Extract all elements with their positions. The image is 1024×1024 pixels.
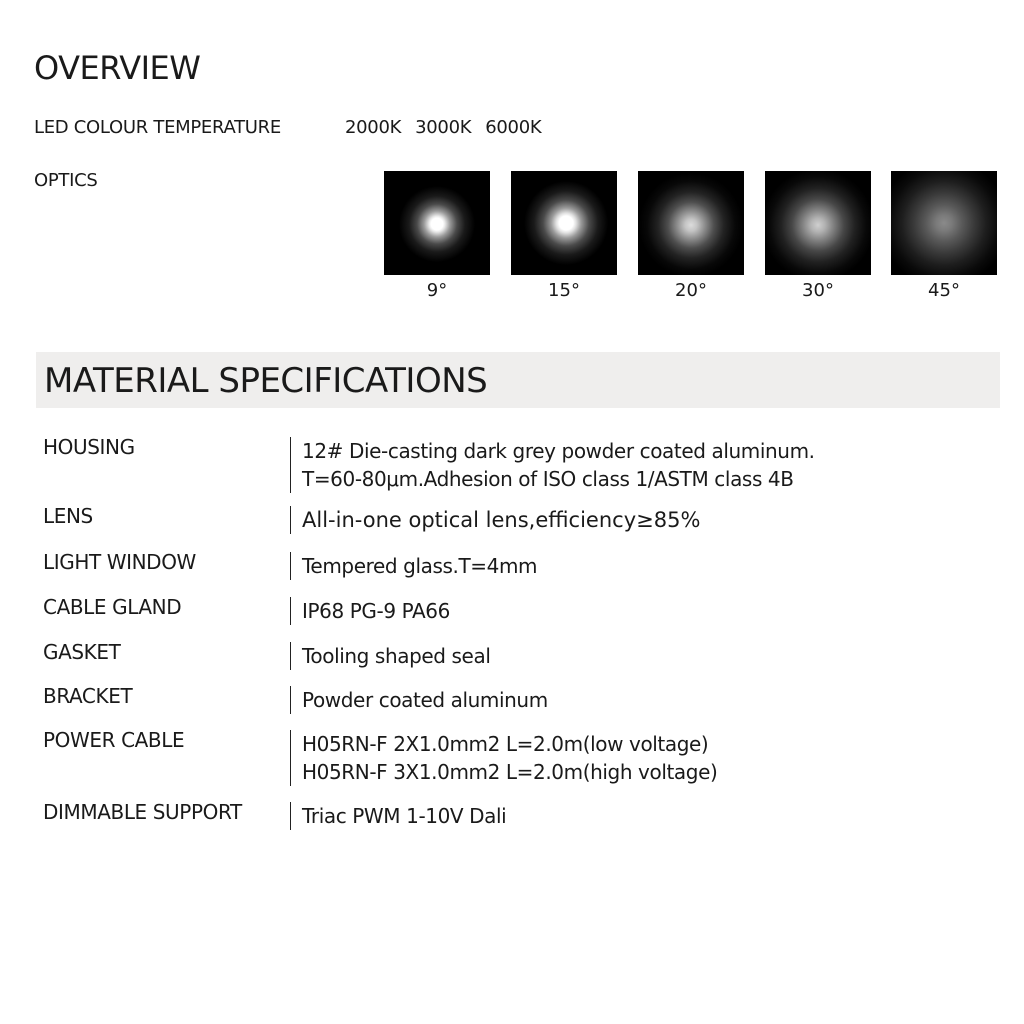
spec-value [290, 437, 815, 493]
beam-angle-label: 15° [548, 280, 580, 301]
colour-temperature-value: 6000K [485, 117, 542, 138]
optic-9 [384, 171, 490, 300]
spec-value-line: Tempered glass.T=4mm [302, 554, 538, 578]
colour-temperature-value: 2000K [345, 117, 402, 138]
material-specifications-header [36, 352, 1000, 408]
spec-label: CABLE GLAND [43, 595, 182, 619]
beam-image [891, 171, 997, 275]
spec-value [290, 642, 490, 670]
spec-label: BRACKET [43, 684, 133, 708]
beam-image [384, 171, 490, 275]
spec-value-line: IP68 PG-9 PA66 [302, 599, 450, 623]
spec-label: LENS [43, 504, 93, 528]
spec-value-line: T=60-80μm.Adhesion of ISO class 1/ASTM class 4B [302, 467, 794, 491]
spec-value [290, 802, 506, 830]
material-specifications-title: MATERIAL SPECIFICATIONS [44, 361, 488, 401]
overview-title: OVERVIEW [34, 49, 201, 87]
spec-value-line: All-in-one optical lens,efficiency≥85% [302, 508, 701, 532]
spec-value [290, 686, 548, 714]
optic-15 [511, 171, 617, 300]
spec-value [290, 552, 537, 580]
spec-label: GASKET [43, 640, 121, 664]
spec-value-line: Powder coated aluminum [302, 688, 548, 712]
beam-angle-label: 30° [802, 280, 834, 301]
optic-30 [765, 171, 871, 300]
spec-value-line: Tooling shaped seal [302, 644, 491, 668]
beam-image [765, 171, 871, 275]
spec-label: LIGHT WINDOW [43, 550, 196, 574]
spec-value-line: Triac PWM 1-10V Dali [302, 804, 507, 828]
optic-20 [638, 171, 744, 300]
spec-value [290, 506, 700, 534]
colour-temperature-value: 3000K [415, 117, 472, 138]
spec-value-line: H05RN-F 2X1.0mm2 L=2.0m(low voltage) [302, 732, 709, 756]
optics-label: OPTICS [34, 170, 98, 191]
beam-angle-label: 20° [675, 280, 707, 301]
beam-image [511, 171, 617, 275]
colour-temperature-label: LED COLOUR TEMPERATURE [34, 117, 281, 138]
optic-45 [891, 171, 997, 300]
spec-value-line: H05RN-F 3X1.0mm2 L=2.0m(high voltage) [302, 760, 718, 784]
spec-value [290, 597, 450, 625]
beam-angle-label: 45° [928, 280, 960, 301]
beam-angle-label: 9° [426, 280, 448, 301]
colour-temperature-values [345, 119, 541, 137]
spec-value-line: 12# Die-casting dark grey powder coated aluminum. [302, 439, 815, 463]
spec-value [290, 730, 717, 786]
spec-label: POWER CABLE [43, 728, 185, 752]
spec-label: DIMMABLE SUPPORT [43, 800, 242, 824]
spec-label: HOUSING [43, 435, 135, 459]
beam-image [638, 171, 744, 275]
